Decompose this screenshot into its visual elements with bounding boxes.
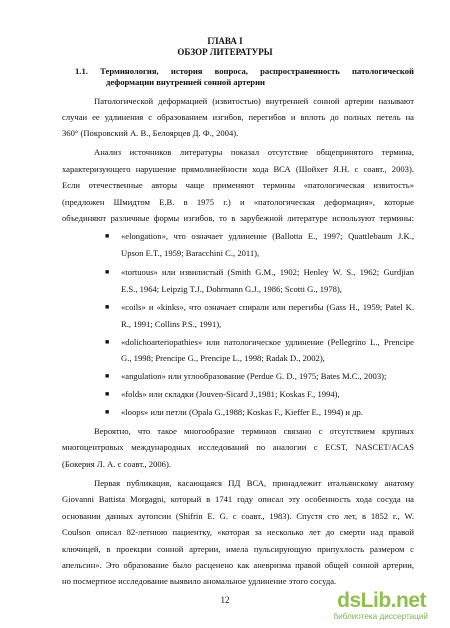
paragraph-line: основании данных аутопсии (Shifrin E. G. с соавт., 1983). Спустя сто лет, в 1852 г., W.: [62, 511, 414, 521]
watermark-main: dsLib.net: [337, 589, 426, 612]
bullet-icon: ■: [105, 408, 110, 416]
bullet-icon: ■: [105, 372, 110, 380]
list-item-line: «folds» или складки (Jouven-Sicard J.,1981; Koskas F., 1994),: [121, 389, 340, 399]
bullet-icon: ■: [105, 338, 110, 346]
watermark-sub: библиотека диссертаций: [333, 612, 428, 621]
paragraph-line: Если отечественные авторы чаще применяют термины «патологическая извитость»: [62, 180, 414, 190]
list-item-line: «elongation», что означает удлинение (Ballotta E., 1997; Quattlebaum J.K.,: [121, 231, 414, 241]
bullet-icon: ■: [105, 390, 110, 398]
list-item-line: R., 1991; Collins P.S., 1991),: [121, 319, 222, 329]
paragraph-line: Вероятно, что такое многообразие терминов связано с отсутствием крупных: [94, 426, 414, 436]
paragraph-line: Анализ источников литературы показал отсутствие общепринятого термина,: [94, 147, 414, 157]
page-number: 12: [220, 595, 230, 605]
list-item-line: Upson E.T., 1959; Baracchini C., 2011),: [121, 248, 260, 258]
paragraph-line: объединяют различные формы изгибов, то в зарубежной литературе используют термины:: [62, 213, 414, 223]
section-heading-line: 1.1. Терминология, история вопроса, распространенность патологической: [75, 66, 414, 76]
section-heading-line: деформации внутренней сонной артерии: [106, 77, 265, 87]
list-item-line: «loops» или петли (Opala G.,1988; Koskas F., Kieffer E., 1994) и др.: [121, 407, 363, 417]
chapter-title: ГЛАВА I: [207, 36, 243, 46]
paragraph-line: 360° (Покровский А. В., Белоярцев Д. Ф., 2004).: [62, 128, 239, 138]
bullet-icon: ■: [105, 268, 110, 276]
paragraph-line: характеризующего нарушение прямолинейности хода ВСА (Шойхет Я.Н. с соавт., 2003).: [62, 164, 414, 174]
paragraph-line: случаи ее удлинения с образованием изгибов, перегибов и вплоть до полных петель на: [62, 112, 414, 122]
watermark-logo: [312, 589, 432, 623]
paragraph-line: многоцентровых международных исследований по аналогии с ECST, NASCET/ACAS: [62, 442, 414, 452]
list-item-line: «tortuous» или извилистый (Smith G.M., 1902; Henley W. S., 1962; Gurdjian: [121, 267, 414, 277]
paragraph-line: ключицей, в проекции сонной артерии, имела пульсирующую припухлость размером с: [62, 544, 414, 554]
paragraph-line: Первая публикация, касающаяся ПД ВСА, принадлежит итальянскому анатому: [94, 478, 414, 488]
list-item-line: «angulation» или углообразование (Perdue G. D., 1975; Bates M.C., 2003);: [121, 371, 387, 381]
list-item-line: G., 1998; Prencipe G., Prencipe L., 1998; Radak D., 2002),: [121, 353, 325, 363]
list-item-line: «dolichoarteriopathies» или патологическое удлинение (Pellegrino L., Prencipe: [121, 337, 414, 347]
paragraph-line: (Бокерия Л. А. с соавт., 2006).: [62, 459, 171, 469]
bullet-icon: ■: [105, 303, 110, 311]
paragraph-line: Coulson описал 82-летнюю пациентку, «которая за несколько лет до смерти над правой: [62, 527, 414, 537]
paragraph-line: апельсин». Это образование было расценено как аневризма правой общей сонной артерии,: [62, 560, 414, 570]
list-item-line: «coils» и «kinks», что означает спирали или перегибы (Gass H., 1959; Patel K.: [121, 302, 414, 312]
paragraph-line: (предложен Шмидтом Е.В. в 1975 г.) и «патологическая деформация», которые: [62, 197, 414, 207]
chapter-subtitle: ОБЗОР ЛИТЕРАТУРЫ: [177, 47, 273, 57]
paragraph-line: Giovanni Battista Morgagni, который в 1741 году описал эту особенность хода сосуда на: [62, 494, 414, 504]
paragraph-line: но посмертное исследование выявило аномальное удлинение этого сосуда.: [62, 576, 337, 586]
paragraph-line: Патологической деформацией (извитостью) внутренней сонной артерии называют: [94, 96, 414, 106]
bullet-icon: ■: [105, 232, 110, 240]
list-item-line: E.S., 1964; Leipzig T.J., Dohrmann G.J., 1986; Scotti G., 1978),: [121, 284, 342, 294]
